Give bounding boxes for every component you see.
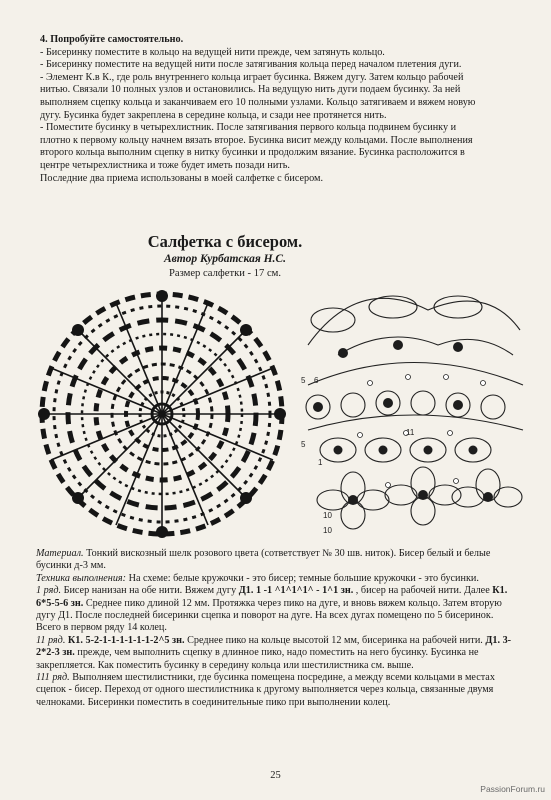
row1-paragraph <box>36 585 520 635</box>
text-line: - Поместите бусинку в четырехлистник. После затягивания первого кольца подвинем бусинку и <box>40 122 457 134</box>
pattern-description <box>36 548 520 709</box>
text-line: нитью. Связали 10 полных узлов и остановились. На ведущую нить дуги подаем бусинку. За ней <box>40 84 461 96</box>
text-line: второго кольца выполним сцепку в нитку бусинки и продолжим вязание. Бусинка расположится в <box>40 147 465 159</box>
row1-text: Среднее пико длиной 12 мм. Протяжка через пико на дуге, и вновь вяжем кольцо. Затем вторую дугу Д1. После последней бисеринки сцепка и поворот на дуге. На всех дугах помещено по 5 бисеринок. Всего в первом ряду 14 колец. <box>36 597 502 634</box>
text-line: плотно к первому кольцу начнем вязать второе. Бусинка висит между кольцами. После выполнения <box>40 134 473 146</box>
section-heading: 4. Попробуйте самостоятельно. <box>40 34 184 45</box>
scheme-label: 5 <box>301 376 306 385</box>
row2-label: 11 ряд. <box>36 634 66 646</box>
tatting-scheme <box>298 285 528 540</box>
row1-code: К1. 6*5-5-6 зн. <box>36 585 508 609</box>
row2-paragraph <box>36 635 520 672</box>
instructions-section <box>40 34 520 185</box>
article-header <box>120 232 330 281</box>
row2-text: Среднее пико на кольце высотой 12 мм, бисеринка на рабочей нити. <box>184 634 486 646</box>
scheme-label: 10 <box>323 526 332 535</box>
row3-paragraph <box>36 672 520 709</box>
technique-paragraph <box>36 573 520 585</box>
row2-text: прежде, чем выполнить сцепку в длинное пико, надо поместить на него бусинку. Бусинка не закрепляется. Как поместить бусинку в середину кольца или шестилистника см. выше. <box>36 647 479 671</box>
text-line: - Бисеринку поместите на ведущей нити после затягивания кольца перед началом плетения дуги. <box>40 59 462 71</box>
text-line: - Элемент К.в К., где роль внутреннего кольца играет бусинка. Вяжем дугу. Затем кольцо рабочей <box>40 71 464 83</box>
material-paragraph <box>36 548 520 573</box>
scheme-label: 10 <box>323 511 332 520</box>
material-text: Тонкий вискозный шелк розового цвета (сответствует № 30 шв. ниток). Бисер белый и белые бусинки д-3 мм. <box>36 548 491 572</box>
text-line: центре четырехлистника и тоже будет иметь позади нить. <box>40 159 290 171</box>
doily-size: Размер салфетки - 17 см. <box>168 268 282 279</box>
row2-code: Д1. 3-2*2-3 зн. <box>36 634 512 659</box>
material-label: Материал. <box>36 548 84 559</box>
row2-code: К1. 5-2-1-1-1-1-1-1-2^5 зн. <box>65 634 185 646</box>
scheme-label: 5 <box>301 440 306 449</box>
text-line: Последние два приема использованы в моей салфетке с бисером. <box>40 172 324 184</box>
row3-label: 111 ряд. <box>36 672 70 684</box>
technique-label: Техника выполнения: <box>36 572 127 584</box>
row1-label: 1 ряд. <box>36 585 62 597</box>
scheme-label: 6 <box>314 376 319 385</box>
article-author: Автор Курбатская Н.С. <box>164 253 286 265</box>
row1-code: Д1. 1 -1 ^1^1^1^ - 1^1 зн. <box>238 585 354 597</box>
scheme-label: 1 <box>318 458 323 467</box>
scheme-label: 11 <box>406 428 415 437</box>
row3-text: Выполняем шестилистники, где бусинка помещена посредине, а между всеми кольцами в местах сцепок - бисер. Переход от одного шестилистника к другому выполняется через кольца, связанные двумя челноками. Бисеринки поместить в соединительные пико при выполнении колец. <box>36 672 495 708</box>
row1-text: Бисер нанизан на обе нити. Вяжем дугу <box>61 585 239 597</box>
page-number: 25 <box>270 770 281 781</box>
text-line: дугу. Бусинка будет закреплена в середине кольца, и сзади нее протянется нить. <box>40 109 387 121</box>
technique-text: На схеме: белые кружочки - это бисер; темные большие кружочки - это бусинки. <box>126 572 479 584</box>
text-line: выполняем сцепку кольца и заканчиваем его 10 полными узлами. Кольцо затягиваем и вяжем новую <box>40 96 476 108</box>
site-watermark: PassionForum.ru <box>480 784 545 794</box>
text-line: - Бисеринку поместите в кольцо на ведущей нити прежде, чем затянуть кольцо. <box>40 46 385 58</box>
article-title: Салфетка с бисером. <box>147 232 303 251</box>
doily-photo <box>30 283 295 545</box>
row1-text: , бисер на рабочей нити. Далее <box>353 585 493 597</box>
